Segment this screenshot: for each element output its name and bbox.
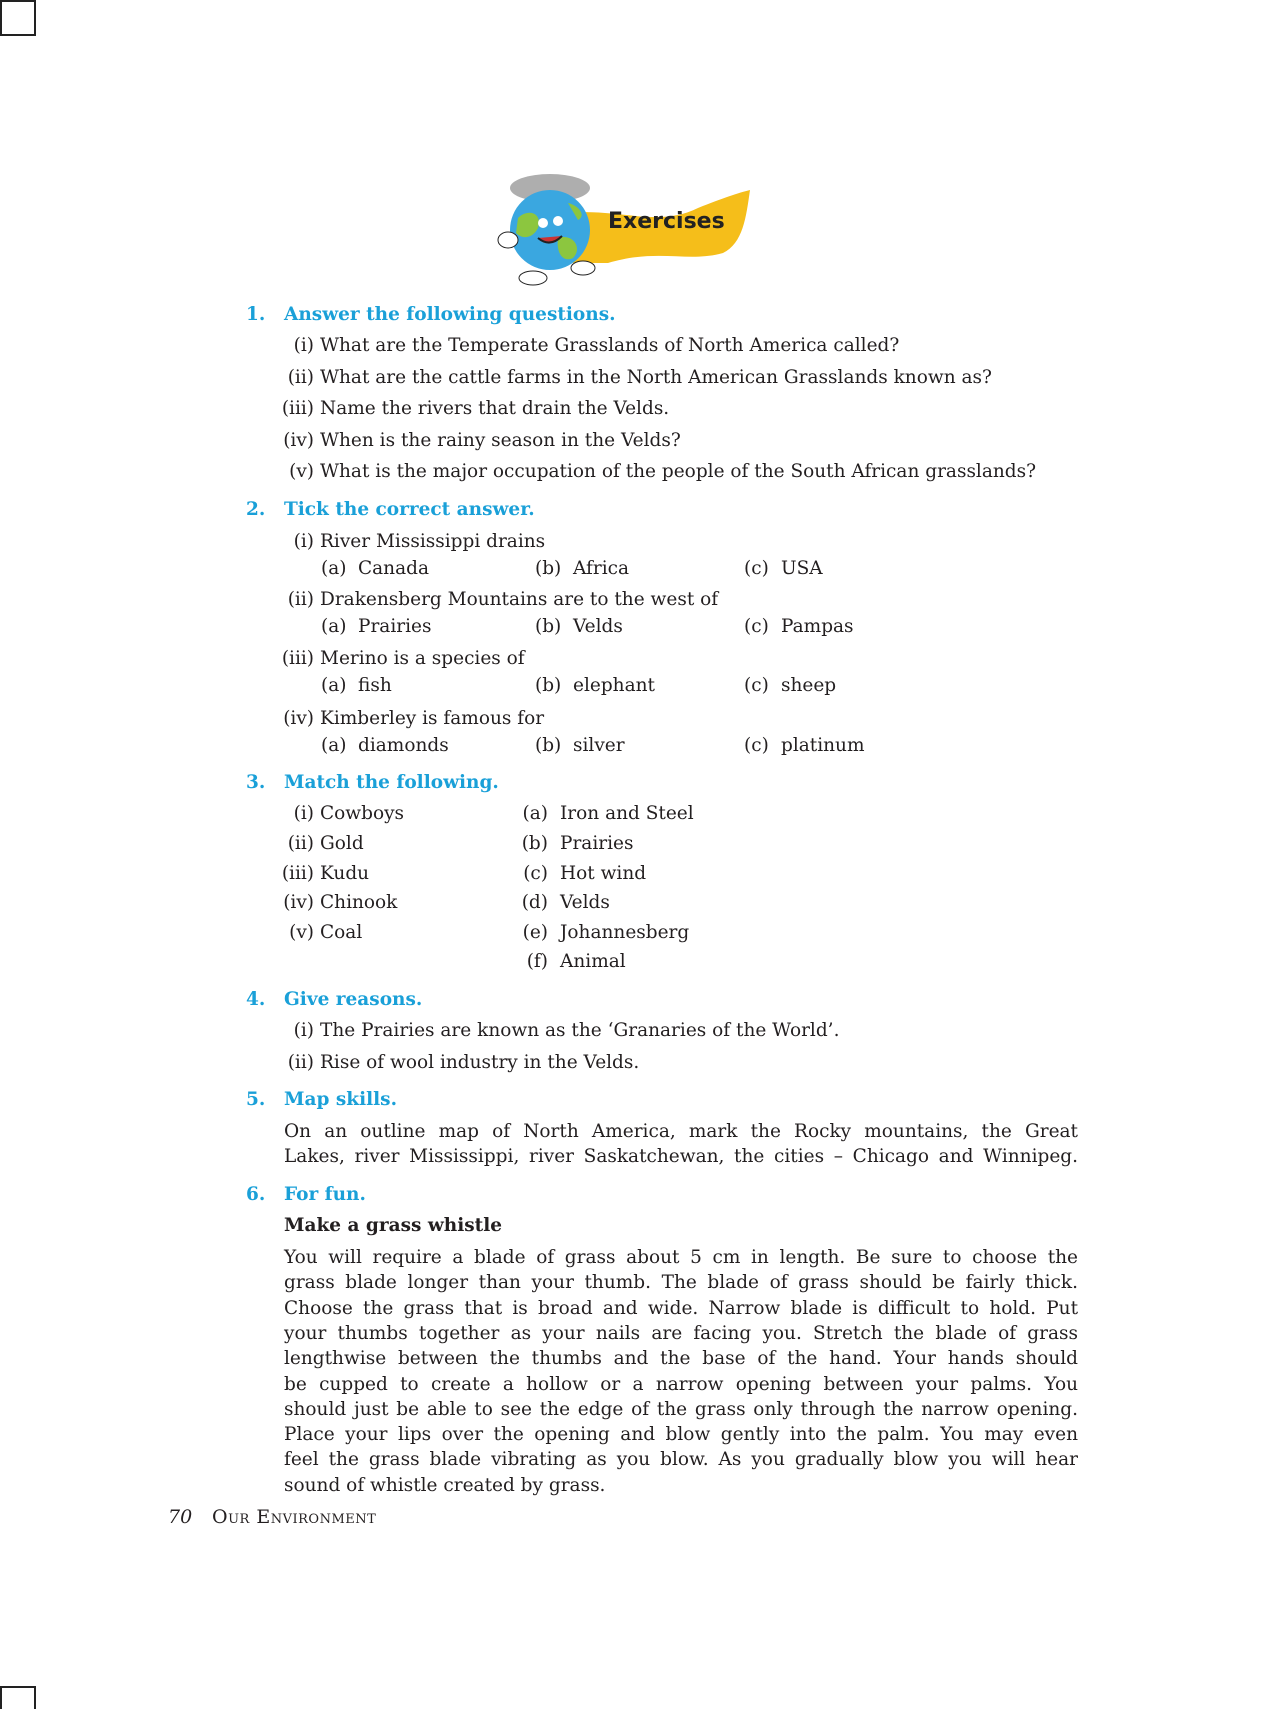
option-text: Pampas (781, 616, 854, 637)
option-letter: (c) (744, 735, 769, 756)
option-letter: (b) (535, 616, 562, 637)
option-text: Prairies (358, 616, 432, 637)
item-numeral: (ii) (287, 589, 314, 610)
option-letter: (c) (744, 558, 769, 579)
paragraph-line: feel the grass blade vibrating as you blow. As you gradually blow you will hear (284, 1449, 1078, 1471)
reason-text: The Prairies are known as the ‘Granaries of the World’. (320, 1020, 840, 1041)
match-letter: (f) (526, 951, 548, 972)
q2-heading: Tick the correct answer. (284, 499, 535, 520)
paragraph-line: On an outline map of North America, mark the Rocky mountains, the Great (284, 1121, 1078, 1142)
paragraph-line: should just be able to see the edge of the grass only through the narrow opening. (284, 1398, 1078, 1420)
paragraph-line: be cupped to create a hollow or a narrow opening between your palms. You (284, 1373, 1078, 1395)
item-numeral: (i) (293, 531, 314, 552)
paragraph-line: Lakes, river Mississippi, river Saskatchewan, the cities – Chicago and Winnipeg. (284, 1146, 1078, 1167)
crop-mark-bottom (0, 1686, 36, 1709)
item-numeral: (iv) (283, 430, 314, 451)
item-numeral: (iv) (283, 892, 314, 913)
question-text: Drakensberg Mountains are to the west of (320, 589, 719, 610)
q1-number: 1. (246, 304, 266, 325)
q6-number: 6. (246, 1184, 266, 1205)
item-numeral: (i) (293, 1020, 314, 1041)
option-text: elephant (573, 675, 655, 696)
item-numeral: (iii) (281, 648, 314, 669)
book-title: Our Environment (212, 1506, 377, 1528)
match-right-text: Velds (560, 892, 610, 913)
q4-heading: Give reasons. (284, 989, 423, 1010)
option-letter: (b) (535, 558, 562, 579)
item-numeral: (v) (289, 461, 314, 482)
paragraph-line: Choose the grass that is broad and wide. Narrow blade is difficult to hold. Put (284, 1297, 1078, 1319)
item-numeral: (ii) (287, 833, 314, 854)
q5-number: 5. (246, 1089, 266, 1110)
item-numeral: (iii) (281, 863, 314, 884)
option-text: diamonds (358, 735, 449, 756)
paragraph-line: Place your lips over the opening and blow gently into the palm. You may even (284, 1424, 1078, 1446)
match-right-text: Hot wind (560, 863, 647, 884)
question-text: What are the Temperate Grasslands of North America called? (320, 335, 900, 356)
item-numeral: (ii) (287, 1052, 314, 1073)
paragraph-line: your thumbs together as your nails are facing you. Stretch the blade of grass (284, 1322, 1078, 1344)
option-letter: (a) (321, 616, 347, 637)
match-letter: (a) (522, 803, 548, 824)
q3-number: 3. (246, 772, 266, 793)
question-text: When is the rainy season in the Velds? (320, 430, 681, 451)
item-numeral: (iii) (281, 398, 314, 419)
q1-heading: Answer the following questions. (284, 304, 616, 325)
option-text: fish (358, 675, 392, 696)
match-letter: (d) (521, 892, 548, 913)
q6-heading: For fun. (284, 1184, 366, 1205)
question-text: Kimberley is famous for (320, 708, 545, 729)
match-left-text: Cowboys (320, 803, 405, 824)
match-left-text: Kudu (320, 863, 370, 884)
option-text: Velds (573, 616, 623, 637)
option-letter: (b) (535, 675, 562, 696)
paragraph-line: You will require a blade of grass about 5 cm in length. Be sure to choose the (284, 1247, 1078, 1268)
option-letter: (c) (744, 616, 769, 637)
question-text: What are the cattle farms in the North American Grasslands known as? (320, 367, 992, 388)
item-numeral: (v) (289, 922, 314, 943)
paragraph-line: sound of whistle created by grass. (284, 1474, 606, 1496)
match-letter: (b) (521, 833, 548, 854)
item-numeral: (i) (293, 803, 314, 824)
question-text: Name the rivers that drain the Velds. (320, 398, 670, 419)
paragraph-line: grass blade longer than your thumb. The blade of grass should be fairly thick. (284, 1272, 1078, 1294)
question-text: What is the major occupation of the people of the South African grasslands? (320, 461, 1037, 482)
option-letter: (a) (321, 558, 347, 579)
item-numeral: (i) (293, 335, 314, 356)
match-left-text: Coal (320, 922, 363, 943)
option-letter: (a) (321, 675, 347, 696)
page-number: 70 (168, 1506, 193, 1528)
item-numeral: (iv) (283, 708, 314, 729)
option-text: Africa (573, 558, 630, 579)
option-text: platinum (781, 735, 865, 756)
option-text: Canada (358, 558, 430, 579)
match-right-text: Prairies (560, 833, 634, 854)
q5-heading: Map skills. (284, 1089, 398, 1110)
q3-heading: Match the following. (284, 772, 499, 793)
match-letter: (e) (522, 922, 548, 943)
option-letter: (c) (744, 675, 769, 696)
option-text: silver (573, 735, 625, 756)
match-left-text: Chinook (320, 892, 398, 913)
q4-number: 4. (246, 989, 266, 1010)
option-text: sheep (781, 675, 837, 696)
match-right-text: Animal (560, 951, 626, 972)
item-numeral: (ii) (287, 367, 314, 388)
reason-text: Rise of wool industry in the Velds. (320, 1052, 640, 1073)
banner-title: Exercises (608, 209, 725, 234)
paragraph-line: lengthwise between the thumbs and the base of the hand. Your hands should (284, 1348, 1078, 1370)
q2-number: 2. (246, 499, 266, 520)
activity-title: Make a grass whistle (284, 1215, 503, 1236)
option-text: USA (781, 558, 823, 579)
option-letter: (b) (535, 735, 562, 756)
exercises-banner (488, 168, 753, 293)
crop-mark-top (0, 0, 36, 36)
match-letter: (c) (523, 863, 548, 884)
match-right-text: Johannesberg (560, 922, 690, 943)
match-left-text: Gold (320, 833, 364, 854)
option-letter: (a) (321, 735, 347, 756)
match-right-text: Iron and Steel (560, 803, 694, 824)
question-text: Merino is a species of (320, 648, 525, 669)
question-text: River Mississippi drains (320, 531, 546, 552)
